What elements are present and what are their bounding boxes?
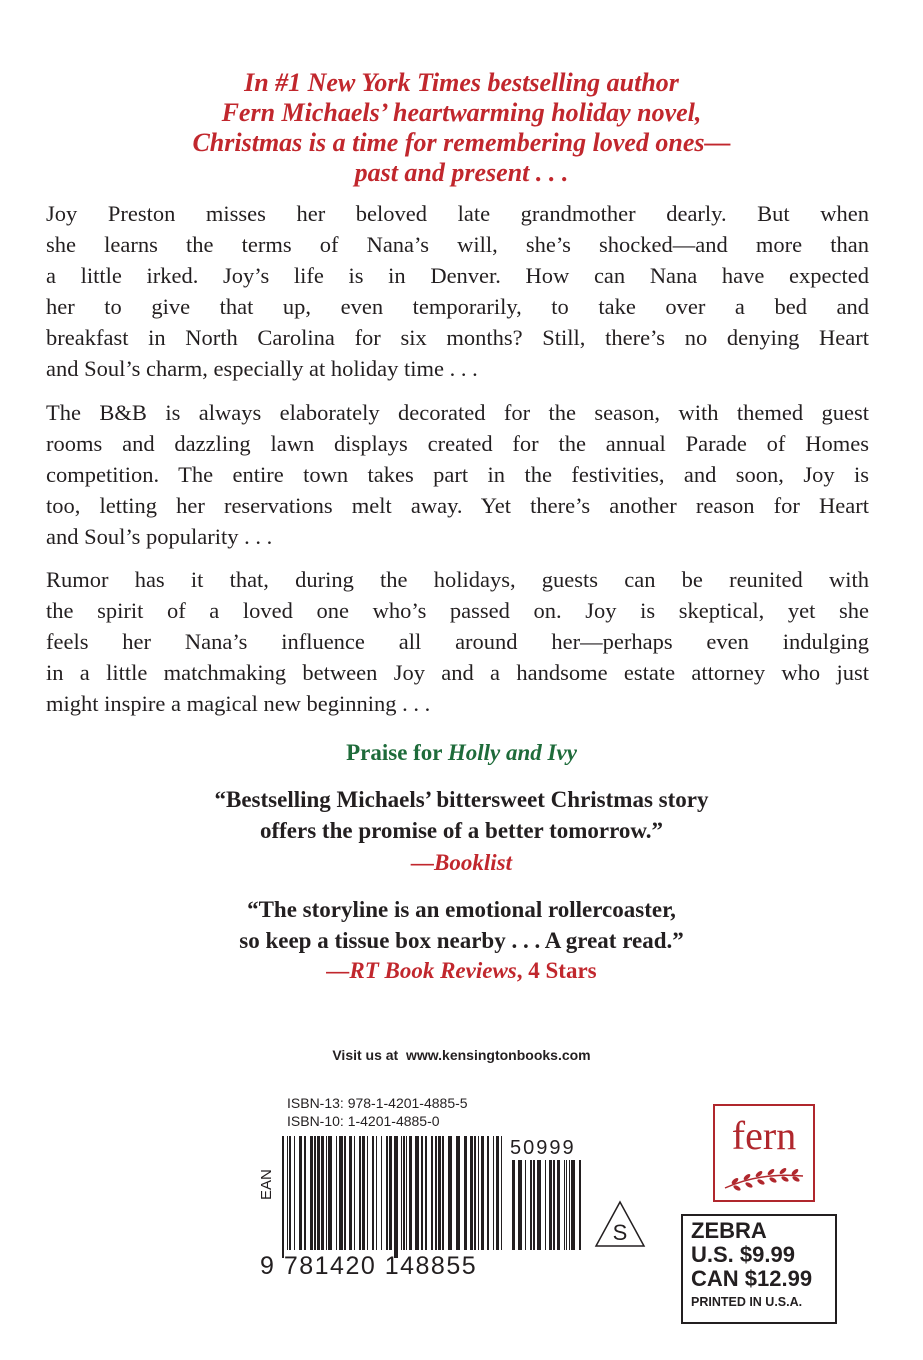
blurb-paragraph-3 <box>46 564 869 719</box>
paragraph-line: the spirit of a loved one who’s passed on. Joy is skeptical, yet she <box>46 598 869 623</box>
paragraph-line: a little irked. Joy’s life is in Denver. How can Nana have expected <box>46 263 869 288</box>
review-attribution-2: —RT Book Reviews, 4 Stars <box>326 958 597 983</box>
paragraph-line: and Soul’s charm, especially at holiday time . . . <box>46 356 478 381</box>
paragraph-line: too, letting her reservations melt away. Yet there’s another reason for Heart <box>46 493 869 518</box>
s-triangle-icon <box>594 1200 646 1248</box>
review-attribution-1: —Booklist <box>411 850 512 875</box>
can-price: CAN $12.99 <box>691 1266 813 1291</box>
paragraph-line: in a little matchmaking between Joy and a handsome estate attorney who just <box>46 660 869 685</box>
ean-label: EAN <box>258 1169 275 1200</box>
svg-text:S: S <box>612 1220 628 1245</box>
paragraph-line: she learns the terms of Nana’s will, she’s shocked—and more than <box>46 232 869 257</box>
barcode-number: 9 781420 148855 <box>260 1252 478 1280</box>
paragraph-line: rooms and dazzling lawn displays created for the annual Parade of Homes <box>46 431 869 456</box>
blurb-paragraph-1 <box>46 198 869 384</box>
addon-number: 50999 <box>510 1137 576 1159</box>
us-price: U.S. $9.99 <box>691 1242 795 1267</box>
paragraph-line: feels her Nana’s influence all around her—perhaps even indulging <box>46 629 869 654</box>
tagline-line: In #1 New York Times bestselling author <box>244 68 679 97</box>
addon-barcode <box>512 1160 584 1258</box>
fern-leaf-icon <box>721 1164 807 1194</box>
paragraph-line: breakfast in North Carolina for six months? Still, there’s no denying Heart <box>46 325 869 350</box>
tagline-line: Fern Michaels’ heartwarming holiday novel, <box>221 98 702 127</box>
barcode <box>282 1136 507 1258</box>
isbn-10: ISBN-10: 1-4201-4885-0 <box>287 1113 440 1129</box>
tagline-line: past and present . . . <box>354 158 569 187</box>
price-box <box>681 1214 837 1324</box>
fern-logo-text: fern <box>731 1113 797 1158</box>
printed-in: PRINTED IN U.S.A. <box>691 1295 803 1309</box>
blurb-paragraph-2 <box>46 397 869 552</box>
isbn-13: ISBN-13: 978-1-4201-4885-5 <box>287 1095 468 1111</box>
paragraph-line: The B&B is always elaborately decorated for the season, with themed guest <box>46 400 869 425</box>
fern-logo <box>713 1104 815 1202</box>
tagline-line: Christmas is a time for remembering loved ones— <box>192 128 731 157</box>
paragraph-line: might inspire a magical new beginning . . . <box>46 691 431 716</box>
paragraph-line: her to give that up, even temporarily, to take over a bed and <box>46 294 869 319</box>
publisher-website: Visit us at www.kensingtonbooks.com <box>332 1047 591 1063</box>
website-link[interactable]: www.kensingtonbooks.com <box>406 1047 591 1063</box>
imprint-name: ZEBRA <box>691 1218 767 1243</box>
paragraph-line: and Soul’s popularity . . . <box>46 524 273 549</box>
paragraph-line: competition. The entire town takes part in the festivities, and soon, Joy is <box>46 462 869 487</box>
paragraph-line: Rumor has it that, during the holidays, guests can be reunited with <box>46 567 869 592</box>
review-quote-1: “Bestselling Michaels’ bittersweet Christmas story offers the promise of a better tomorrow.” <box>214 787 709 843</box>
paragraph-line: Joy Preston misses her beloved late grandmother dearly. But when <box>46 201 869 226</box>
praise-heading: Praise for Holly and Ivy <box>346 740 577 765</box>
review-quote-2: “The storyline is an emotional rollercoaster, so keep a tissue box nearby . . . A great read.” <box>239 897 684 953</box>
tagline <box>120 68 803 188</box>
